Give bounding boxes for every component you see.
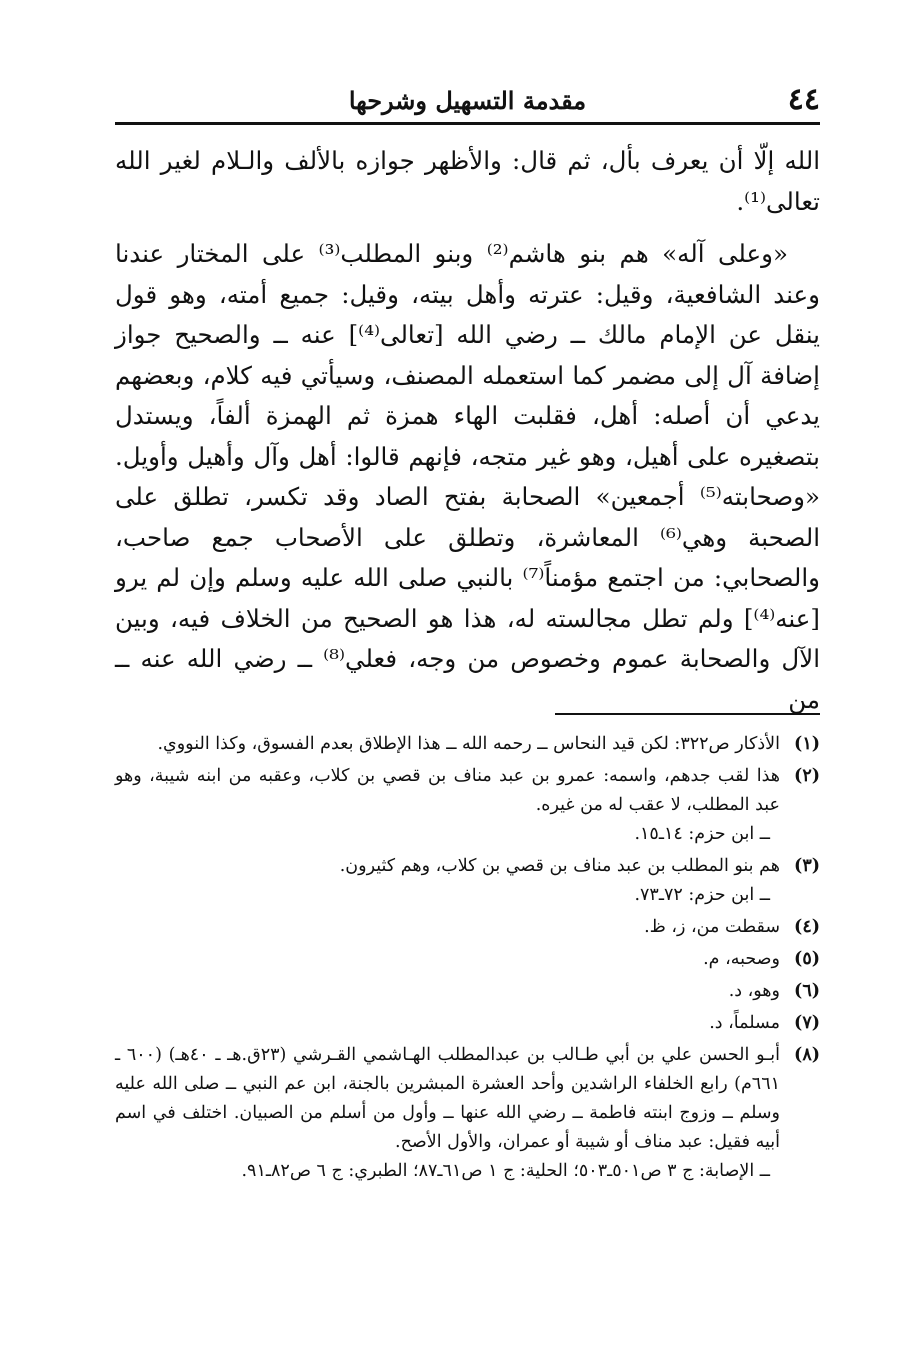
footnote-number: (٢) [794, 766, 820, 786]
footnote-separator [555, 713, 820, 715]
footnote-number: (١) [794, 734, 820, 754]
footnote-8 [115, 1041, 820, 1186]
footnote-1 [115, 730, 820, 759]
footnote-7 [115, 1009, 820, 1038]
footnote-text: وصحبه، م. [703, 949, 780, 969]
page-number: ٤٤ [787, 82, 820, 117]
paragraph: الله إلّا أن يعرف بأل، ثم قال: والأظهر جوازه بالألف والـلام لغير الله تعالى⁽¹⁾. [115, 146, 820, 216]
footnote-body [115, 1009, 780, 1038]
footnote-number: (٤) [794, 917, 820, 937]
footnote-body [115, 977, 780, 1006]
footnote-4 [115, 913, 820, 942]
document-page [115, 80, 821, 1181]
footnote-text: سقطت من، ز، ظ. [644, 917, 780, 937]
paragraph: «وعلى آله» هم بنو هاشم⁽²⁾ وبنو المطلب⁽³⁾ على المختار عندنا وعند الشافعية، وقيل: عترته وأهل بيته، وقيل: جميع أمته، وهو قول ينقل عن الإمام مالك ــ رضي الله [تعالى⁽⁴⁾] عنه ــ والصحيح جواز إضافة آل إلى مضمر كما استعمله المصنف، وسيأتي فيه كلام، وبعضهم يدعي أن أصله: أهل، فقلبت الهاء همزة ثم الهمزة ألفاً، ويستدل بتصغيره على أهيل، وهو غير متجه، فإنهم قالوا: أهل وآل وأهيل وأويل. «وصحابته⁽⁵⁾ أجمعين» الصحابة بفتح الصاد وقد تكسر، تطلق على الصحبة وهي⁽⁶⁾ المعاشرة، وتطلق على الأصحاب جمع صاحب، والصحابي: من اجتمع مؤمناً⁽⁷⁾ بالنبي صلى الله عليه وسلم وإن لم يرو [عنه⁽⁴⁾] ولم تطل مجالسته له، هذا هو الصحيح من الخلاف فيه، وبين الآل والصحابة عموم وخصوص من وجه، فعلي⁽⁸⁾ ــ رضي الله عنه ــ من [115, 239, 821, 714]
footnote-6 [115, 977, 820, 1006]
footnote-3 [115, 852, 820, 910]
footnote-body [115, 913, 780, 942]
footnote-number: (٣) [794, 856, 820, 876]
footnote-reference: ــ الإصابة: ج ٣ ص٥٠١ـ٥٠٣؛ الحلية: ج ١ ص٦١ـ٨٧؛ الطبري: ج ٦ ص٨٢ـ٩١. [241, 1161, 770, 1181]
footnote-5 [115, 945, 820, 974]
footnote-reference: ــ ابن حزم: ١٤ـ١٥. [634, 824, 770, 844]
footnote-number: (٦) [794, 981, 820, 1001]
footnote-text: هذا لقب جدهم، واسمه: عمرو بن عبد مناف بن قصي بن كلاب، وعقبه من ابنه شيبة، وهو عبد المطلب، لا عقب له من غيره. [115, 766, 780, 815]
footnote-body [115, 762, 780, 849]
footnote-reference: ــ ابن حزم: ٧٢ـ٧٣. [634, 885, 770, 905]
footnote-number: (٨) [794, 1045, 820, 1065]
main-text [115, 141, 820, 720]
footnote-text: الأذكار ص٣٢٢: لكن قيد النحاس ــ رحمه الله ــ هذا الإطلاق بعدم الفسوق، وكذا النووي. [157, 734, 780, 754]
footnote-body [115, 1041, 780, 1186]
footnotes [115, 730, 820, 1189]
running-title: مقدمة التسهيل وشرحها [348, 86, 587, 115]
footnote-body [115, 945, 780, 974]
footnote-body [115, 852, 780, 910]
footnote-text: مسلماً، د. [709, 1013, 780, 1033]
footnote-number: (٧) [794, 1013, 820, 1033]
page-header [115, 80, 820, 125]
footnote-text: وهو، د. [728, 981, 780, 1001]
footnote-2 [115, 762, 820, 849]
footnote-text: هم بنو المطلب بن عبد مناف بن قصي بن كلاب، وهم كثيرون. [339, 856, 780, 876]
footnote-body [115, 730, 780, 759]
footnote-text: أبـو الحسن علي بن أبي طـالب بن عبدالمطلب الهـاشمي القـرشي (٢٣ق.هـ ـ ٤٠هـ) (٦٠٠ ـ ٦٦١م) رابع الخلفاء الراشدين وأحد العشرة المبشرين بالجنة، ابن عم النبي ــ صلى الله عليه وسلم ــ وزوج ابنته فاطمة ــ رضي الله عنها ــ وأول من أسلم من الصبيان. اختلف في اسم أبيه فقيل: عبد مناف أو شيبة أو عمران، والأول الأصح. [115, 1045, 780, 1152]
footnote-number: (٥) [794, 949, 820, 969]
